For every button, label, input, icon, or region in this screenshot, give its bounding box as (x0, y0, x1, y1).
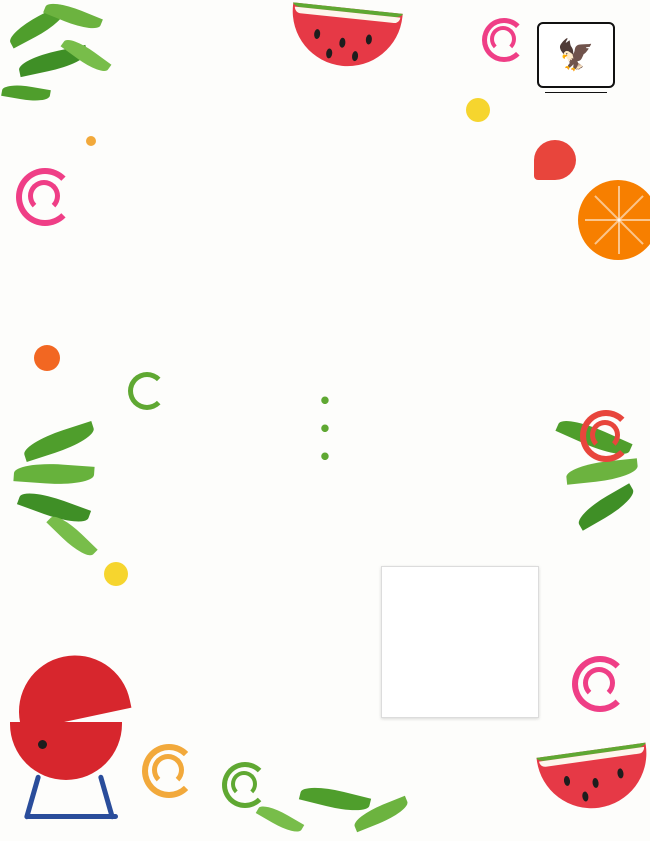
watermelon-icon (287, 2, 402, 71)
list-item: • (318, 444, 332, 469)
bullet-list (0, 388, 650, 472)
orange-icon (578, 180, 650, 260)
separator (315, 337, 335, 373)
qr-code[interactable] (388, 573, 532, 711)
summer-wordmark (92, 128, 562, 248)
district-logo (528, 22, 624, 95)
qr-code-card[interactable] (381, 566, 539, 718)
grill-icon (8, 648, 158, 818)
list-item: • (318, 389, 332, 413)
date-time-line (0, 337, 650, 373)
logo-divider (545, 92, 607, 93)
watermelon-icon (536, 743, 650, 816)
list-item: • (318, 416, 332, 441)
eagle-icon: 🦅 (557, 39, 595, 73)
logo-badge (537, 22, 615, 88)
